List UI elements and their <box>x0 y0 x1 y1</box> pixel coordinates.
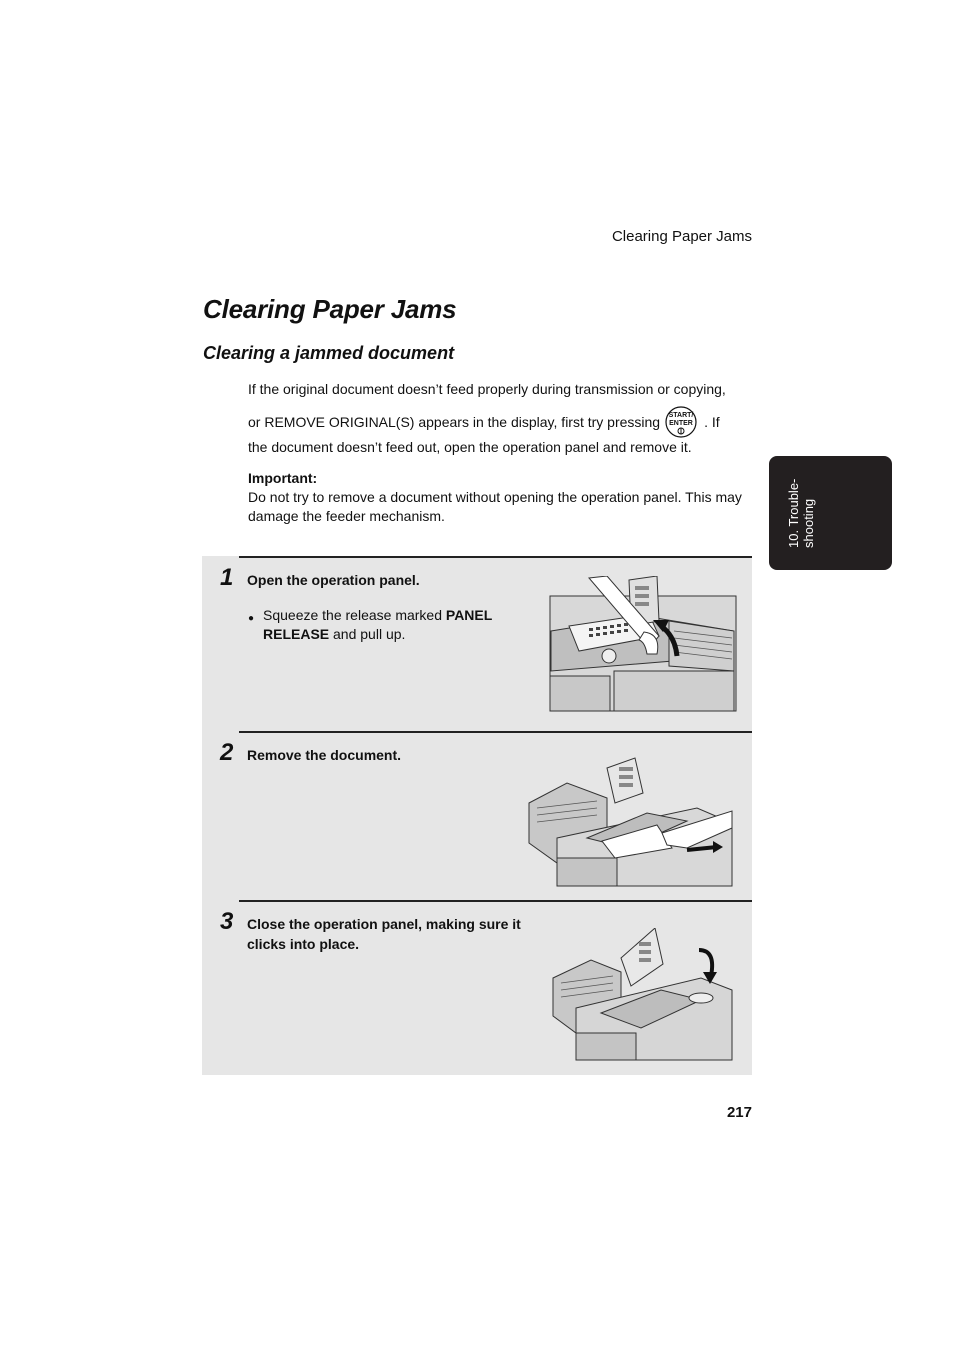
bullet-text-end: and pull up. <box>329 626 406 642</box>
bullet-text-bold: PANEL RELEASE <box>263 607 493 642</box>
running-header: Clearing Paper Jams <box>611 228 752 245</box>
intro-line-3: the document doesn’t feed out, open the operation panel and remove it. <box>248 439 692 455</box>
important-label: Important: <box>248 470 318 486</box>
button-label-enter: ENTER <box>669 420 693 427</box>
chapter-tab-line-2: shooting <box>801 498 816 548</box>
step-title: Remove the document. <box>247 747 402 763</box>
intro-line-1: If the original document doesn’t feed properly during transmission or copying, <box>248 381 726 397</box>
intro-line-2 <box>248 406 748 438</box>
intro-paragraph <box>248 380 748 457</box>
important-text: Do not try to remove a document without opening the operation panel. This may damage the feeder mechanism. <box>248 489 742 524</box>
intro-line-2-suffix: . If <box>704 413 720 430</box>
step-divider <box>239 900 752 902</box>
fax-machine-remove-document-illustration <box>527 753 733 888</box>
page-title: Clearing Paper Jams <box>203 294 457 324</box>
bullet-dot: ● <box>248 613 255 624</box>
button-label-start: START/ <box>668 412 694 419</box>
step-divider <box>239 731 752 733</box>
step-number: 1 <box>220 564 234 591</box>
step-number: 3 <box>220 908 234 935</box>
step-title: Close the operation panel, making sure it clicks into place. <box>247 916 521 952</box>
intro-line-2-text: or REMOVE ORIGINAL(S) appears in the display, first try pressing <box>248 413 661 430</box>
fax-machine-open-panel-illustration <box>549 576 739 713</box>
step-divider <box>239 556 752 558</box>
page-number: 217 <box>726 1104 752 1121</box>
fax-machine-close-panel-illustration <box>551 928 733 1062</box>
step-number: 2 <box>220 739 234 766</box>
start-enter-button-icon <box>664 406 698 438</box>
step-title: Open the operation panel. <box>247 572 420 588</box>
chapter-tab <box>769 456 892 570</box>
bullet-text <box>263 606 508 644</box>
bullet-text-start: Squeeze the release marked <box>263 607 446 623</box>
steps-panel <box>202 556 752 1075</box>
chapter-tab-line-1: 10. Trouble- <box>786 478 801 548</box>
section-title: Clearing a jammed document <box>203 343 455 363</box>
